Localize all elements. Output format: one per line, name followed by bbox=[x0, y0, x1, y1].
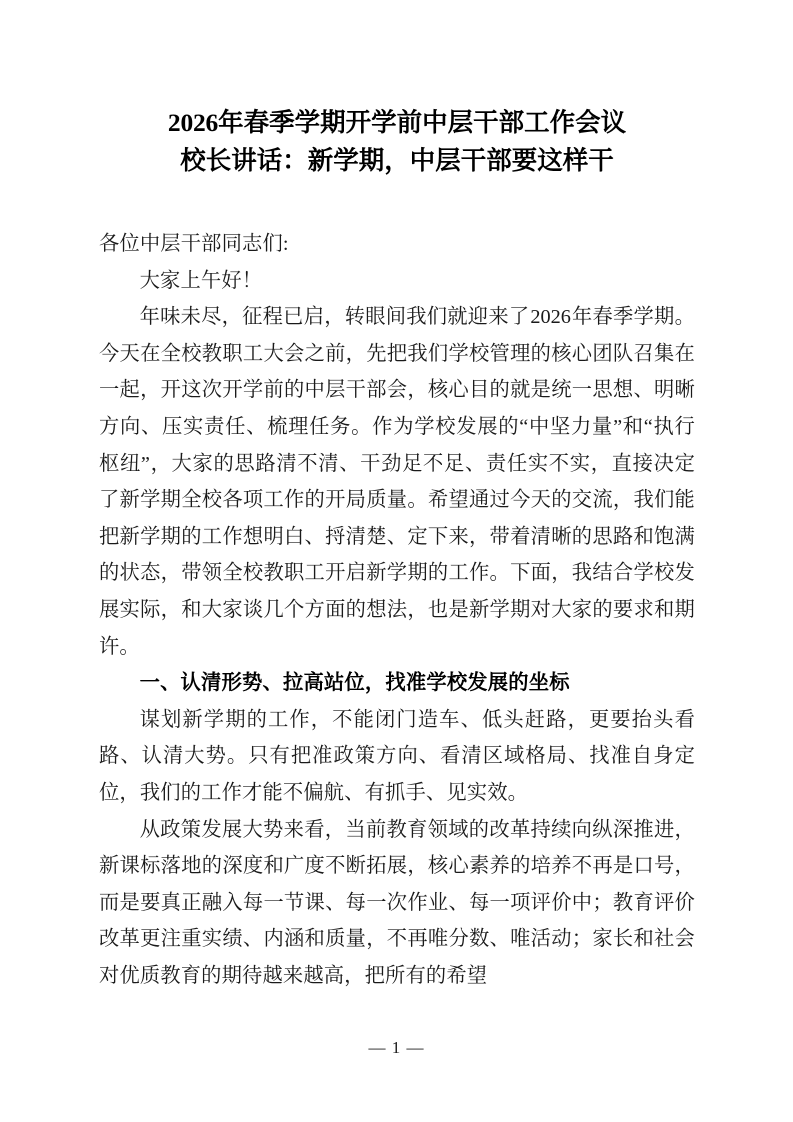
greeting: 大家上午好！ bbox=[139, 269, 263, 292]
page-title-year: 2026 bbox=[167, 108, 219, 137]
document-body bbox=[99, 226, 695, 994]
opening-paragraph-part-1: 年味未尽，征程已启，转眼间我们就迎来了 bbox=[139, 306, 530, 329]
page-title-line-1 bbox=[99, 104, 695, 142]
page-number: — 1 — bbox=[368, 1038, 425, 1057]
section-1-paragraph-2: 从政策发展大势来看，当前教育领域的改革持续向纵深推进，新课标落地的深度和广度不断拓展，核心素养的培养不再是口号，而是要真正融入每一节课、每一次作业、每一项评价中；教育评价改革更注重实绩、内涵和质量，不再唯分数、唯活动；家长和社会对优质教育的期待越来越高，把所有的希望 bbox=[99, 818, 695, 987]
salutation: 各位中层干部同志们: bbox=[99, 233, 289, 255]
section-heading-1: 一、认清形势、拉高站位，找准学校发展的坐标 bbox=[139, 672, 570, 695]
opening-paragraph-part-2: 年春季学期。今天在全校教职工大会之前，先把我们学校管理的核心团队召集在一起，开这次开学前的中层干部会，核心目的就是统一思想、明晰方向、压实责任、梳理任务。作为学校发展的“中坚力量”和“执行枢纽”，大家的思路清不清、干劲足不足、责任实不实，直接决定了新学期全校各项工作的开局质量。希望通过今天的交流，我们能把新学期的工作想明白、捋清楚、定下来，带着清晰的思路和饱满的状态，带领全校教职工开启新学期的工作。下面，我结合学校发展实际，和大家谈几个方面的想法，也是新学期对大家的要求和期许。 bbox=[99, 306, 696, 658]
opening-paragraph bbox=[99, 299, 695, 665]
page-title-line-2: 校长讲话：新学期，中层干部要这样干 bbox=[180, 147, 614, 175]
page-footer bbox=[0, 1037, 793, 1059]
section-1-paragraph-1: 谋划新学期的工作，不能闭门造车、低头赶路，更要抬头看路、认清大势。只有把准政策方向、看清区域格局、找准自身定位，我们的工作才能不偏航、有抓手、见实效。 bbox=[99, 708, 695, 804]
page-title bbox=[99, 104, 695, 180]
opening-paragraph-year: 2026 bbox=[530, 306, 571, 329]
page-title-line-1-text: 年春季学期开学前中层干部工作会议 bbox=[218, 109, 627, 137]
document-content bbox=[99, 104, 695, 994]
